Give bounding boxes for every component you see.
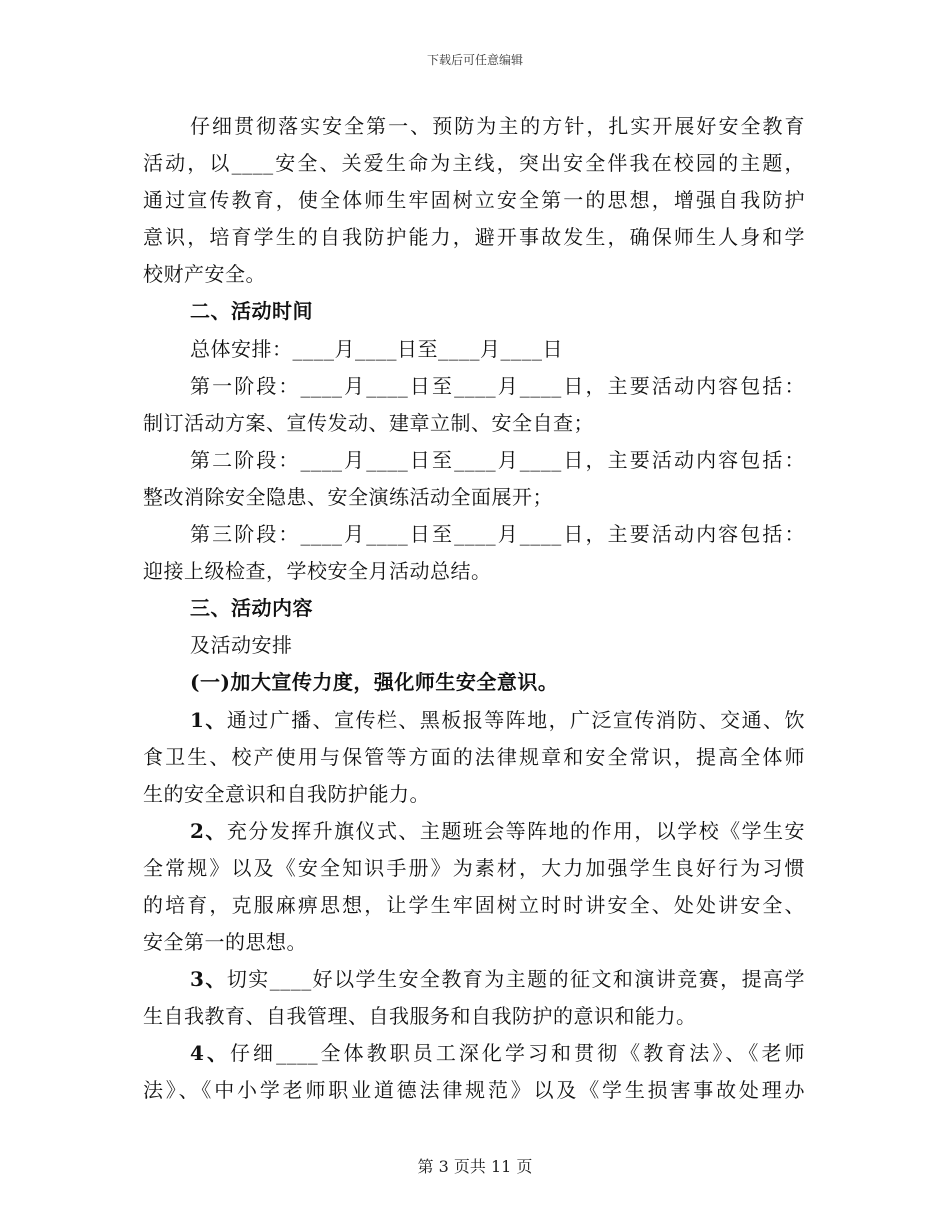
section-heading: 二、活动时间 [190,299,313,324]
body-text-line: 食卫生、校产使用与保管等方面的法律规章和安全常识，提高全体师 [143,744,805,769]
list-item-line [143,961,805,998]
schedule-line: 第一阶段：____月____日至____月____日，主要活动内容包括： [190,373,805,398]
body-text-line: 迎接上级检查，学校安全月活动总结。 [143,559,492,584]
section-heading: 三、活动内容 [190,596,313,621]
body-text-line: 校财产安全。 [143,262,266,287]
list-item-line [143,702,805,739]
body-text-line: 及活动安排 [190,633,293,658]
body-text-line: 法》、《中小学老师职业道德法律规范》以及《学生损害事故处理办 [143,1078,805,1103]
item-number: 2、 [190,818,227,843]
list-item-line [143,1035,805,1072]
item-number: 1、 [190,707,227,732]
item-text: 切实____好以学生安全教育为主题的征文和演讲竞赛，提高学 [226,967,805,992]
body-text-line: 活动，以____安全、关爱生命为主线，突出安全伴我在校园的主题， [143,151,805,176]
page-header-note: 下载后可任意编辑 [426,53,523,67]
body-text-line: 的培育，克服麻痹思想，让学生牢固树立时时讲安全、处处讲安全、 [143,892,805,917]
page-number-footer: 第 3 页共 11 页 [417,1157,533,1176]
body-text-line: 生的安全意识和自我防护能力。 [143,781,430,806]
list-item-line [143,813,805,850]
item-number: 3、 [190,967,227,992]
item-text: 仔细____全体教职员工深化学习和贯彻《教育法》、《老师 [230,1041,805,1066]
document-body [143,108,805,1110]
body-text-line: 制订活动方案、宣传发动、建章立制、安全自查； [143,410,594,435]
body-text-line: 全常规》以及《安全知识手册》为素材，大力加强学生良好行为习惯 [143,855,805,880]
body-text-line: 生自我教育、自我管理、自我服务和自我防护的意识和能力。 [143,1004,697,1029]
schedule-line: 总体安排：____月____日至____月____日 [190,336,563,361]
subsection-heading: (一)加大宣传力度，强化师生安全意识。 [190,670,559,695]
item-number: 4、 [190,1041,230,1066]
item-text: 通过广播、宣传栏、黑板报等阵地，广泛宣传消防、交通、饮 [226,707,805,732]
schedule-line: 第二阶段：____月____日至____月____日，主要活动内容包括： [190,447,805,472]
body-text-line: 安全第一的思想。 [143,930,307,955]
body-text-line: 意识，培育学生的自我防护能力，避开事故发生，确保师生人身和学 [143,225,805,250]
body-text-line: 通过宣传教育，使全体师生牢固树立安全第一的思想，增强自我防护 [143,188,805,213]
body-text-line: 整改消除安全隐患、安全演练活动全面展开； [143,484,553,509]
body-text-line: 仔细贯彻落实安全第一、预防为主的方针，扎实开展好安全教育 [190,114,805,138]
item-text: 充分发挥升旗仪式、主题班会等阵地的作用，以学校《学生安 [226,818,805,843]
schedule-line: 第三阶段：____月____日至____月____日，主要活动内容包括： [190,522,805,547]
